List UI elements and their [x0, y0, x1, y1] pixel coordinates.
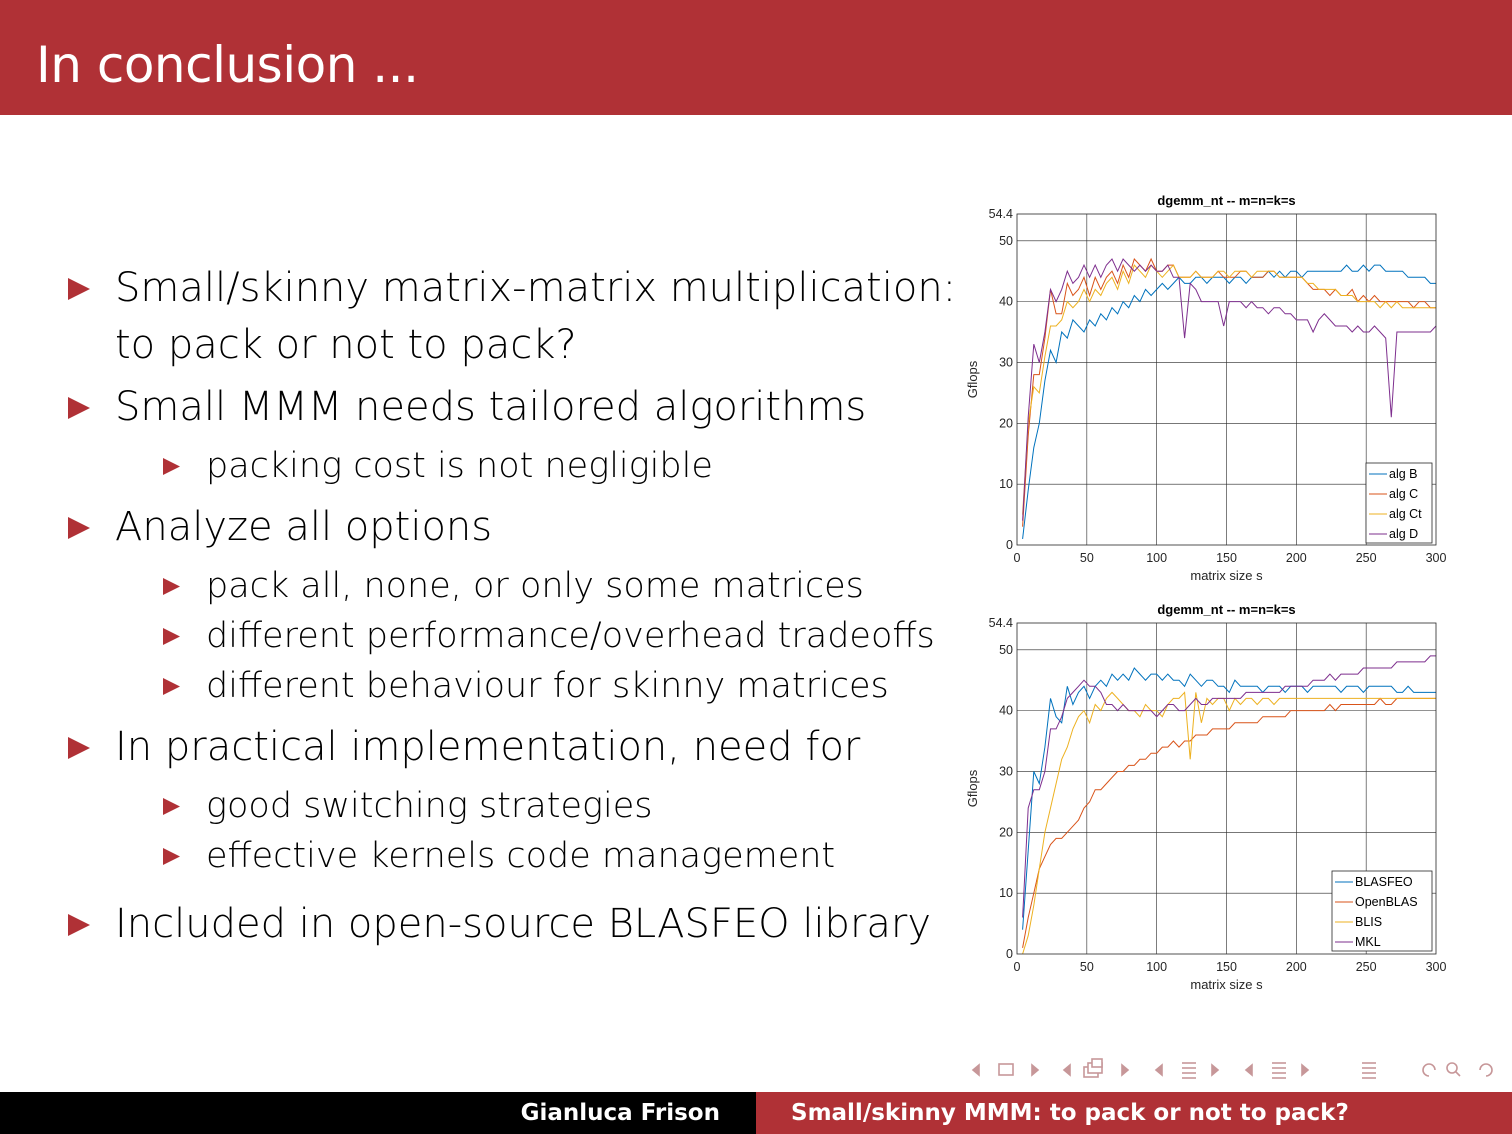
y-tick-label: 54.4 [988, 207, 1013, 221]
bullet-3-sub-1: pack all, none, or only some matrices [206, 566, 864, 606]
navigation-bar [960, 1055, 1500, 1085]
legend-entry: BLIS [1355, 915, 1383, 929]
legend-entry: alg Ct [1389, 507, 1422, 521]
legend-entry: BLASFEO [1355, 875, 1413, 889]
search-icon[interactable] [1447, 1063, 1460, 1076]
x-tick-label: 300 [1425, 551, 1447, 565]
nav-right-arrow-icon[interactable] [1032, 1065, 1038, 1075]
y-tick-label: 30 [999, 764, 1013, 779]
legend-entry: alg C [1389, 487, 1419, 501]
y-tick-label: 54.4 [988, 616, 1013, 630]
bullet-2-sub-1: packing cost is not negligible [206, 446, 713, 486]
x-tick-label: 50 [1079, 551, 1094, 565]
x-tick-label: 150 [1216, 960, 1237, 974]
x-tick-label: 0 [1013, 960, 1021, 974]
section-icon[interactable] [1182, 1063, 1196, 1078]
back-forward-icon[interactable] [1423, 1064, 1435, 1076]
y-tick-label: 10 [999, 886, 1013, 901]
bullet-3-sub-2: different performance/overhead tradeoffs [206, 616, 935, 656]
nav-right-arrow-icon[interactable] [1122, 1065, 1128, 1075]
y-tick-label: 50 [999, 642, 1013, 657]
x-tick-label: 300 [1425, 960, 1447, 974]
y-tick-label: 0 [1006, 538, 1013, 552]
footer-author: Gianluca Frison [0, 1092, 756, 1134]
x-tick-label: 200 [1285, 960, 1307, 974]
chart-title: dgemm_nt -- m=n=k=s [1157, 193, 1296, 208]
slide-title: In conclusion ... [36, 36, 419, 94]
chart-bottom [965, 602, 1446, 992]
x-tick-label: 0 [1013, 551, 1021, 565]
bullet-4-sub-2: effective kernels code management [206, 836, 836, 876]
x-axis-label: matrix size s [1190, 977, 1263, 992]
nav-left-arrow-icon[interactable] [1246, 1065, 1252, 1075]
alignment-icon[interactable] [1362, 1063, 1376, 1078]
y-tick-label: 40 [999, 294, 1013, 309]
x-axis-label: matrix size s [1190, 568, 1263, 583]
legend-entry: MKL [1355, 935, 1381, 949]
bullet-4-sub-1: good switching strategies [206, 786, 653, 826]
nav-left-arrow-icon[interactable] [1064, 1065, 1070, 1075]
footer-bar [0, 1092, 1512, 1134]
bullet-3-sub-3: different behaviour for skinny matrices [206, 666, 889, 706]
y-tick-label: 0 [1006, 947, 1013, 961]
x-tick-label: 100 [1146, 960, 1168, 974]
y-tick-label: 10 [999, 477, 1013, 492]
bullet-1-text: Small/skinny matrix-matrix multiplication: [115, 265, 957, 311]
nav-left-arrow-icon[interactable] [973, 1065, 979, 1075]
navigation-icons [960, 1055, 1500, 1085]
subsection-list-icon[interactable] [1272, 1063, 1286, 1078]
y-tick-label: 20 [999, 416, 1013, 431]
legend-entry: OpenBLAS [1355, 895, 1418, 909]
footer-title: Small/skinny MMM: to pack or not to pack? [756, 1092, 1512, 1134]
chart-top [965, 193, 1446, 583]
legend-entry: alg B [1389, 467, 1418, 481]
nav-right-arrow-icon[interactable] [1302, 1065, 1308, 1075]
y-tick-label: 40 [999, 703, 1013, 718]
bullet-1-continuation: to pack or not to pack? [115, 322, 577, 368]
back-forward-icon[interactable] [1480, 1064, 1492, 1076]
bullet-4-text: In practical implementation, need for [115, 724, 861, 770]
x-tick-label: 100 [1146, 551, 1168, 565]
legend-entry: alg D [1389, 527, 1419, 541]
chart-title: dgemm_nt -- m=n=k=s [1157, 602, 1296, 617]
nav-left-arrow-icon[interactable] [1156, 1065, 1162, 1075]
subsection-icon[interactable] [1084, 1059, 1102, 1077]
nav-right-arrow-icon[interactable] [1212, 1065, 1218, 1075]
y-tick-label: 20 [999, 825, 1013, 840]
y-axis-label: Gflops [965, 360, 980, 399]
x-tick-label: 50 [1079, 960, 1094, 974]
y-tick-label: 30 [999, 355, 1013, 370]
x-tick-label: 250 [1355, 960, 1377, 974]
bullet-5-text: Included in open-source BLASFEO library [115, 901, 932, 947]
y-tick-label: 50 [999, 233, 1013, 248]
x-tick-label: 200 [1285, 551, 1307, 565]
bullet-3-text: Analyze all options [115, 504, 493, 550]
y-axis-label: Gflops [965, 769, 980, 808]
bullet-2-text: Small MMM needs tailored algorithms [115, 384, 867, 430]
frame-icon[interactable] [999, 1064, 1013, 1075]
x-tick-label: 150 [1216, 551, 1237, 565]
x-tick-label: 250 [1355, 551, 1377, 565]
